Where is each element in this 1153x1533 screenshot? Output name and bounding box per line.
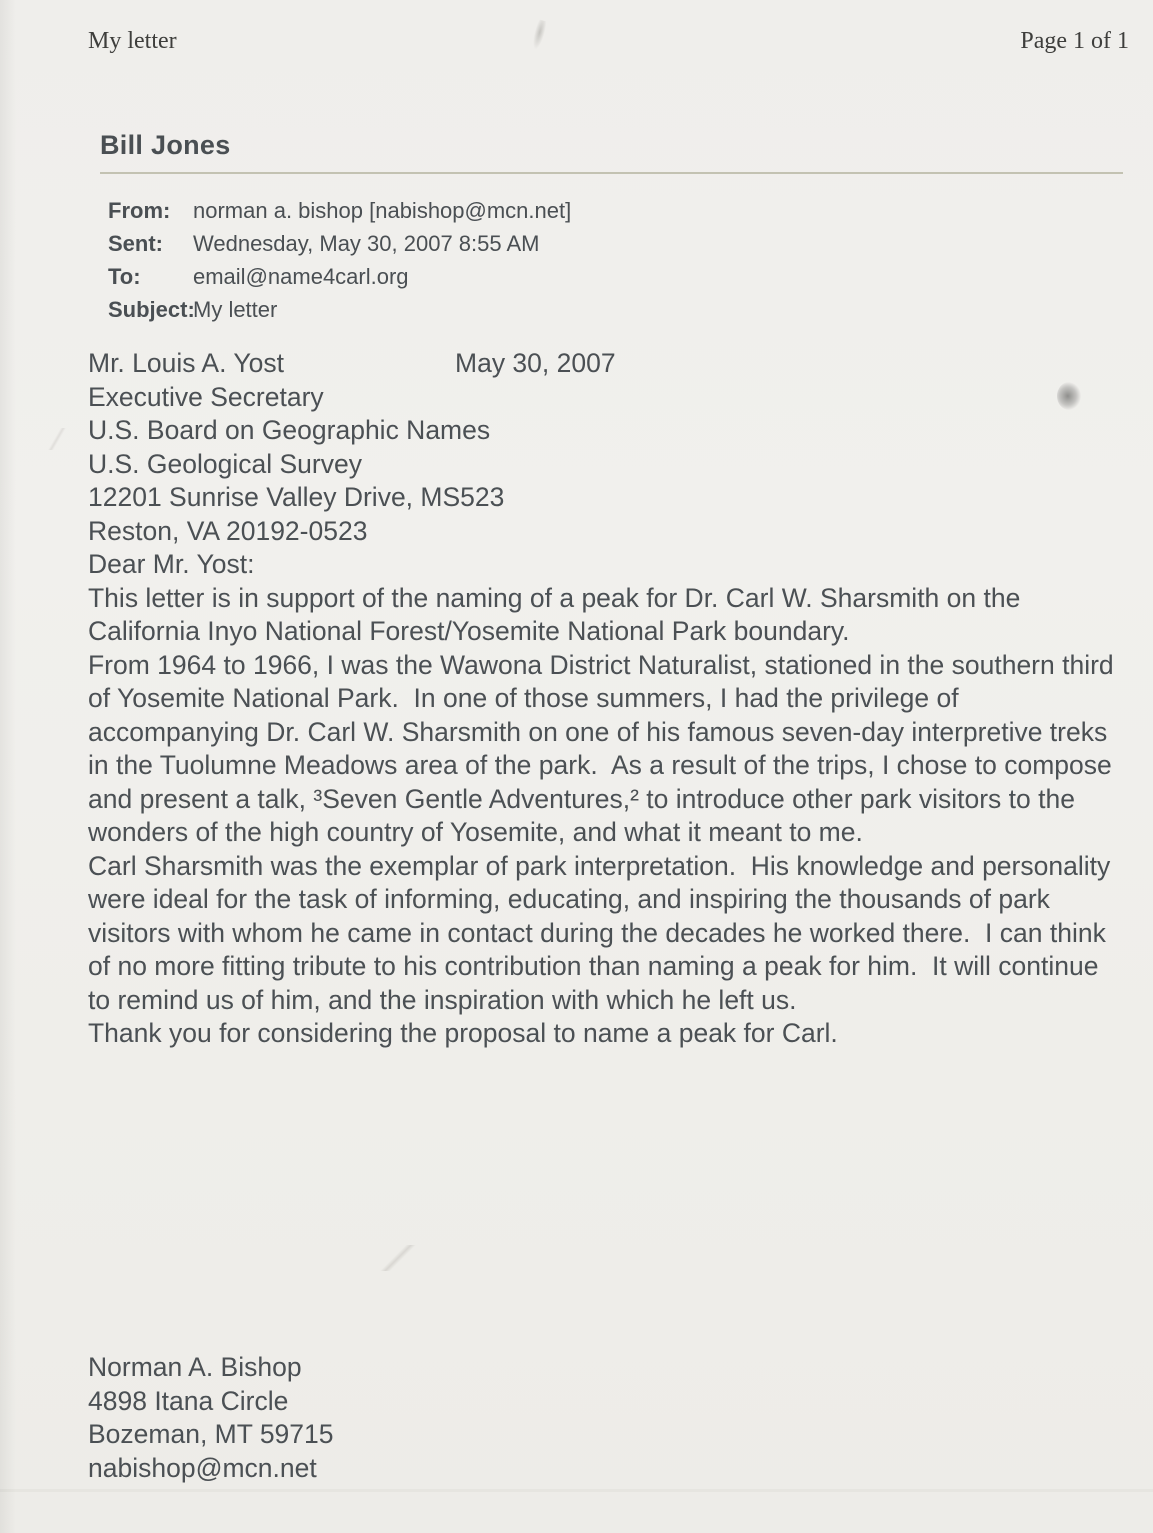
print-header-title: My letter	[88, 28, 177, 54]
subject-label: Subject:	[108, 297, 195, 322]
recipient-address-line: U.S. Board on Geographic Names	[88, 415, 491, 445]
signature-name: Norman A. Bishop	[88, 1352, 302, 1382]
scan-edge-shadow	[0, 0, 16, 1533]
to-value: email@name4carl.org	[193, 264, 409, 289]
to-label: To:	[108, 264, 141, 289]
print-header-page-number: Page 1 of 1	[1020, 28, 1129, 54]
email-header-section	[100, 130, 1123, 326]
email-meta-row-to	[108, 260, 1123, 293]
letter-paragraph: This letter is in support of the naming of a peak for Dr. Carl W. Sharsmith on the California Inyo National Forest/Yosemite National Park boundary.	[88, 582, 1028, 646]
email-meta-row-sent	[108, 227, 1123, 260]
from-label: From:	[108, 198, 171, 223]
sent-label: Sent:	[108, 231, 163, 256]
recipient-address-line: U.S. Geological Survey	[88, 448, 362, 479]
email-meta-row-from	[108, 194, 1123, 227]
scan-artifact-crease	[40, 428, 74, 450]
sent-value: Wednesday, May 30, 2007 8:55 AM	[193, 231, 540, 256]
letter-paragraph: From 1964 to 1966, I was the Wawona District Naturalist, stationed in the southern third of Yosemite National Park. In one of those summers, I had the privilege of accompanying Dr. Carl W. Sharsmith on one of his famous seven-day interpretive treks in the Tuolumne Meadows area of the park. As a result of the trips, I chose to compose and present a talk, ³Seven Gentle Adventures,² to introduce other park visitors to the wonders of the high country of Yosemite, and what it meant to me.	[88, 649, 1122, 847]
print-header	[88, 28, 1129, 55]
email-meta-row-subject	[108, 293, 1123, 326]
letter-paragraph: Carl Sharsmith was the exemplar of park interpretation. His knowledge and personality were ideal for the task of informing, educating, and inspiring the thousands of park visitors with whom he came in contact during the decades he worked there. I can think of no more fitting tribute to his contribution than naming a peak for him. It will continue to remind us of him, and the inspiration with which he left us.	[88, 850, 1118, 1015]
salutation: Dear Mr. Yost:	[88, 549, 255, 579]
email-recipient-name: Bill Jones	[100, 130, 231, 160]
paper-texture-line	[0, 1489, 1153, 1492]
recipient-address-line: 12201 Sunrise Valley Drive, MS523	[88, 482, 505, 512]
signature-block	[88, 1351, 334, 1485]
letter-body	[88, 347, 1120, 1051]
header-divider	[100, 172, 1123, 174]
recipient-address-line	[88, 347, 1120, 381]
from-value: norman a. bishop [nabishop@mcn.net]	[193, 198, 572, 223]
subject-value: My letter	[193, 297, 278, 322]
signature-city: Bozeman, MT 59715	[88, 1419, 334, 1449]
recipient-name: Mr. Louis A. Yost	[88, 348, 284, 378]
letter-date: May 30, 2007	[455, 348, 616, 378]
signature-email: nabishop@mcn.net	[88, 1452, 317, 1483]
email-meta-table	[100, 194, 1123, 326]
recipient-address-line: Executive Secretary	[88, 381, 324, 412]
signature-street: 4898 Itana Circle	[88, 1385, 289, 1416]
recipient-address-line: Reston, VA 20192-0523	[88, 515, 368, 546]
letter-paragraph: Thank you for considering the proposal to name a peak for Carl.	[88, 1018, 838, 1048]
scan-artifact-crease	[378, 1245, 418, 1271]
